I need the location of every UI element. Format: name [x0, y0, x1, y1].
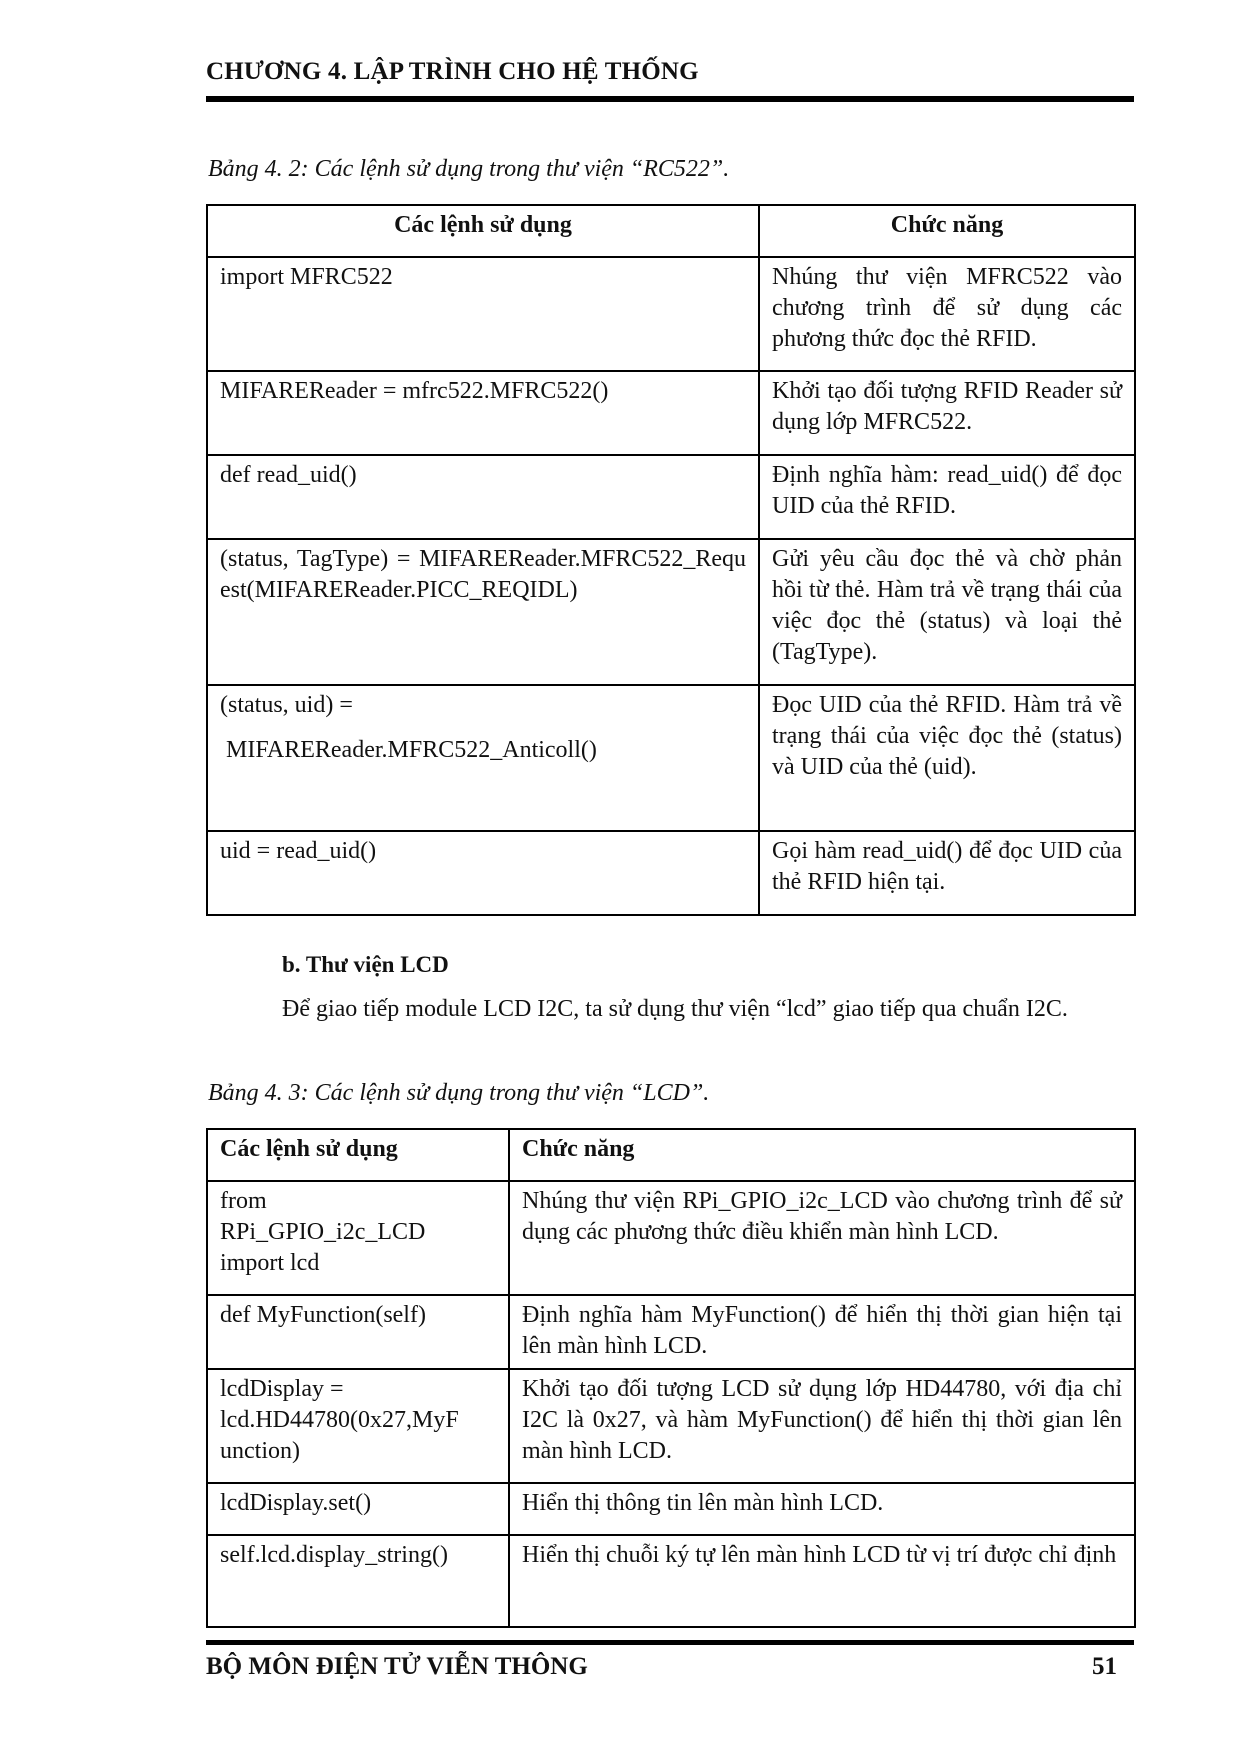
function-cell: Hiển thị chuỗi ký tự lên màn hình LCD từ vị trí được chỉ định — [509, 1535, 1135, 1627]
table-row — [207, 1181, 1135, 1295]
command-line: from — [220, 1188, 267, 1214]
command-cell — [207, 685, 759, 831]
chapter-title: CHƯƠNG 4. LẬP TRÌNH CHO HỆ THỐNG — [206, 58, 699, 85]
command-cell — [207, 1369, 509, 1483]
command-cell: def MyFunction(self) — [207, 1295, 509, 1369]
column-header-commands: Các lệnh sử dụng — [207, 1129, 509, 1181]
table1-caption: Bảng 4. 2: Các lệnh sử dụng trong thư viện “RC522”. — [208, 156, 730, 182]
table-row — [207, 539, 1135, 685]
function-cell: Định nghĩa hàm: read_uid() để đọc UID của thẻ RFID. — [759, 455, 1135, 539]
command-line: MIFAREReader.MFRC522_Anticoll() — [226, 737, 597, 763]
footer-rule — [206, 1640, 1134, 1645]
section-heading: b. Thư viện LCD — [282, 952, 449, 977]
table-header-row — [207, 205, 1135, 257]
table-row — [207, 1369, 1135, 1483]
table-lcd-commands — [206, 1128, 1136, 1628]
page-number: 51 — [1092, 1653, 1117, 1680]
command-line: lcdDisplay = — [220, 1376, 344, 1402]
function-cell: Định nghĩa hàm MyFunction() để hiển thị thời gian hiện tại lên màn hình LCD. — [509, 1295, 1135, 1369]
function-cell: Nhúng thư viện RPi_GPIO_i2c_LCD vào chương trình để sử dụng các phương thức điều khiển màn hình LCD. — [509, 1181, 1135, 1295]
column-header-function: Chức năng — [759, 205, 1135, 257]
command-line: import lcd — [220, 1250, 320, 1276]
command-line: RPi_GPIO_i2c_LCD — [220, 1219, 426, 1245]
column-header-commands: Các lệnh sử dụng — [207, 205, 759, 257]
function-cell: Gọi hàm read_uid() để đọc UID của thẻ RFID hiện tại. — [759, 831, 1135, 915]
command-line: (status, uid) = — [220, 692, 353, 718]
column-header-function: Chức năng — [509, 1129, 1135, 1181]
table-row — [207, 1483, 1135, 1535]
command-cell: (status, TagType) = MIFAREReader.MFRC522_Request(MIFAREReader.PICC_REQIDL) — [207, 539, 759, 685]
table-row — [207, 257, 1135, 371]
command-cell: MIFAREReader = mfrc522.MFRC522() — [207, 371, 759, 455]
command-cell: def read_uid() — [207, 455, 759, 539]
command-line: lcd.HD44780(0x27,MyF — [220, 1407, 459, 1433]
table-row — [207, 1295, 1135, 1369]
function-cell: Khởi tạo đối tượng RFID Reader sử dụng lớp MFRC522. — [759, 371, 1135, 455]
table-row — [207, 1535, 1135, 1627]
table-rc522-commands — [206, 204, 1136, 916]
function-cell: Hiển thị thông tin lên màn hình LCD. — [509, 1483, 1135, 1535]
command-line: unction) — [220, 1438, 300, 1464]
footer-department: BỘ MÔN ĐIỆN TỬ VIỄN THÔNG — [206, 1653, 588, 1680]
table2-caption: Bảng 4. 3: Các lệnh sử dụng trong thư viện “LCD”. — [208, 1080, 710, 1106]
function-cell: Đọc UID của thẻ RFID. Hàm trả về trạng thái của việc đọc thẻ (status) và UID của thẻ (uid). — [759, 685, 1135, 831]
table-row — [207, 455, 1135, 539]
table-row — [207, 371, 1135, 455]
command-cell: lcdDisplay.set() — [207, 1483, 509, 1535]
table-row — [207, 685, 1135, 831]
command-cell: self.lcd.display_string() — [207, 1535, 509, 1627]
table-header-row — [207, 1129, 1135, 1181]
function-cell: Gửi yêu cầu đọc thẻ và chờ phản hồi từ thẻ. Hàm trả về trạng thái của việc đọc thẻ (status) và loại thẻ (TagType). — [759, 539, 1135, 685]
header-rule — [206, 96, 1134, 102]
table-row — [207, 831, 1135, 915]
command-cell — [207, 1181, 509, 1295]
command-cell: uid = read_uid() — [207, 831, 759, 915]
section-paragraph: Để giao tiếp module LCD I2C, ta sử dụng thư viện “lcd” giao tiếp qua chuẩn I2C. — [282, 996, 1068, 1022]
function-cell: Nhúng thư viện MFRC522 vào chương trình để sử dụng các phương thức đọc thẻ RFID. — [759, 257, 1135, 371]
function-cell: Khởi tạo đối tượng LCD sử dụng lớp HD44780, với địa chỉ I2C là 0x27, và hàm MyFunction() để hiển thị thời gian lên màn hình LCD. — [509, 1369, 1135, 1483]
command-cell: import MFRC522 — [207, 257, 759, 371]
